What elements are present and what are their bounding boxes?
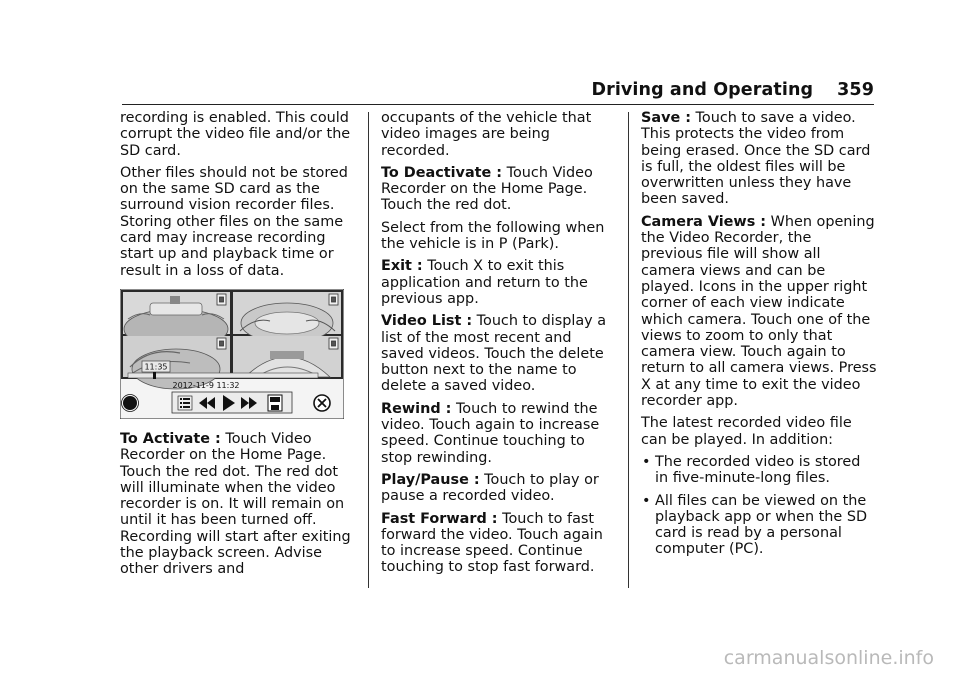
paragraph: occupants of the vehicle that video images are being recorded. [381, 110, 592, 159]
term-text: Touch to display a list of the most recent and saved videos. Touch the delete button next to the name to delete a saved video. [381, 313, 607, 395]
paragraph: Select from the following when the vehicle is in P (Park). [381, 219, 605, 253]
term-text: Touch X to exit this application and return to the previous app. [381, 258, 588, 307]
list-item [641, 454, 877, 487]
term-label: Play/Pause : [381, 471, 480, 488]
video-list-paragraph [381, 313, 617, 394]
section-title: Driving and Operating [591, 80, 814, 100]
column-1 [120, 110, 358, 584]
list-item [641, 493, 877, 558]
column-2 [381, 110, 617, 582]
fast-forward-paragraph [381, 511, 617, 576]
term-label: To Deactivate : [381, 164, 503, 181]
list-item-text: The recorded video is stored in five-minute-long files. [655, 453, 861, 487]
recording-datetime: 2012-11-9 11:32 [172, 380, 240, 390]
watermark: carmanualsonline.info [723, 647, 934, 669]
save-paragraph [641, 110, 877, 208]
term-label: To Activate : [120, 430, 221, 447]
paragraph: The latest recorded video file can be played. In addition: [641, 415, 852, 448]
column-divider-1 [368, 112, 369, 588]
paragraph: Other files should not be stored on the same SD card as the surround vision recorder files. Storing other files on the same card may increase recording start up and playback time or result in a loss of data. [120, 164, 348, 279]
bullet-icon: • [642, 453, 651, 470]
term-label: Rewind : [381, 400, 452, 417]
video-list-icon [178, 396, 192, 410]
camera-views-paragraph [641, 214, 877, 410]
video-time-label: 11:35 [144, 362, 168, 372]
bullet-list [641, 454, 877, 558]
term-text: Touch to rewind the video. Touch again to increase speed. Continue touching to stop rewinding. [381, 400, 600, 466]
term-text: Touch to save a video. This protects the video from being erased. Once the SD card is full, the oldest files will be overwritten unless they have been saved. [641, 110, 871, 208]
list-item-text: All files can be viewed on the playback app or when the SD card is read by a personal computer (PC). [655, 492, 868, 558]
rewind-paragraph [381, 401, 617, 466]
term-label: Fast Forward : [381, 510, 498, 527]
video-recorder-figure [120, 289, 344, 419]
column-divider-2 [628, 112, 629, 588]
save-icon [268, 395, 282, 411]
term-text: Touch Video Recorder on the Home Page. Touch the red dot. The red dot will illuminate when the video recorder is on. It will remain on until it has been turned off. Recording will start after exiting the playback screen. Advise other drivers and [120, 430, 351, 578]
deactivate-paragraph [381, 165, 617, 214]
term-label: Video List : [381, 313, 473, 330]
term-label: Camera Views : [641, 213, 767, 230]
progress-handle [153, 372, 156, 379]
camera-view-rear [233, 336, 341, 377]
bullet-icon: • [642, 492, 651, 509]
term-text: Touch Video Recorder on the Home Page. Touch the red dot. [381, 164, 593, 214]
term-text: When opening the Video Recorder, the previous file will show all camera views and can be played. Icons in the upper right corner of each view indicate which camera. Touch one of the views to zoom to only that camera view. Touch again to return to all camera views. Press X at any time to exit the video recorder app. [641, 213, 877, 410]
page-number: 359 [837, 80, 874, 100]
page-header [0, 80, 874, 100]
close-icon [314, 395, 330, 411]
term-label: Exit : [381, 258, 423, 275]
term-text: Touch to play or pause a recorded video. [381, 471, 599, 505]
paragraph: recording is enabled. This could corrupt the video file and/or the SD card. [120, 110, 351, 159]
header-rule [122, 104, 874, 105]
exit-paragraph [381, 258, 617, 307]
record-dot-icon [122, 394, 139, 411]
column-3 [641, 110, 877, 564]
term-label: Save : [641, 110, 691, 126]
activate-paragraph [120, 431, 358, 578]
play-pause-paragraph [381, 472, 617, 505]
term-text: Touch to fast forward the video. Touch again to increase speed. Continue touching to stop fast forward. [381, 510, 603, 576]
